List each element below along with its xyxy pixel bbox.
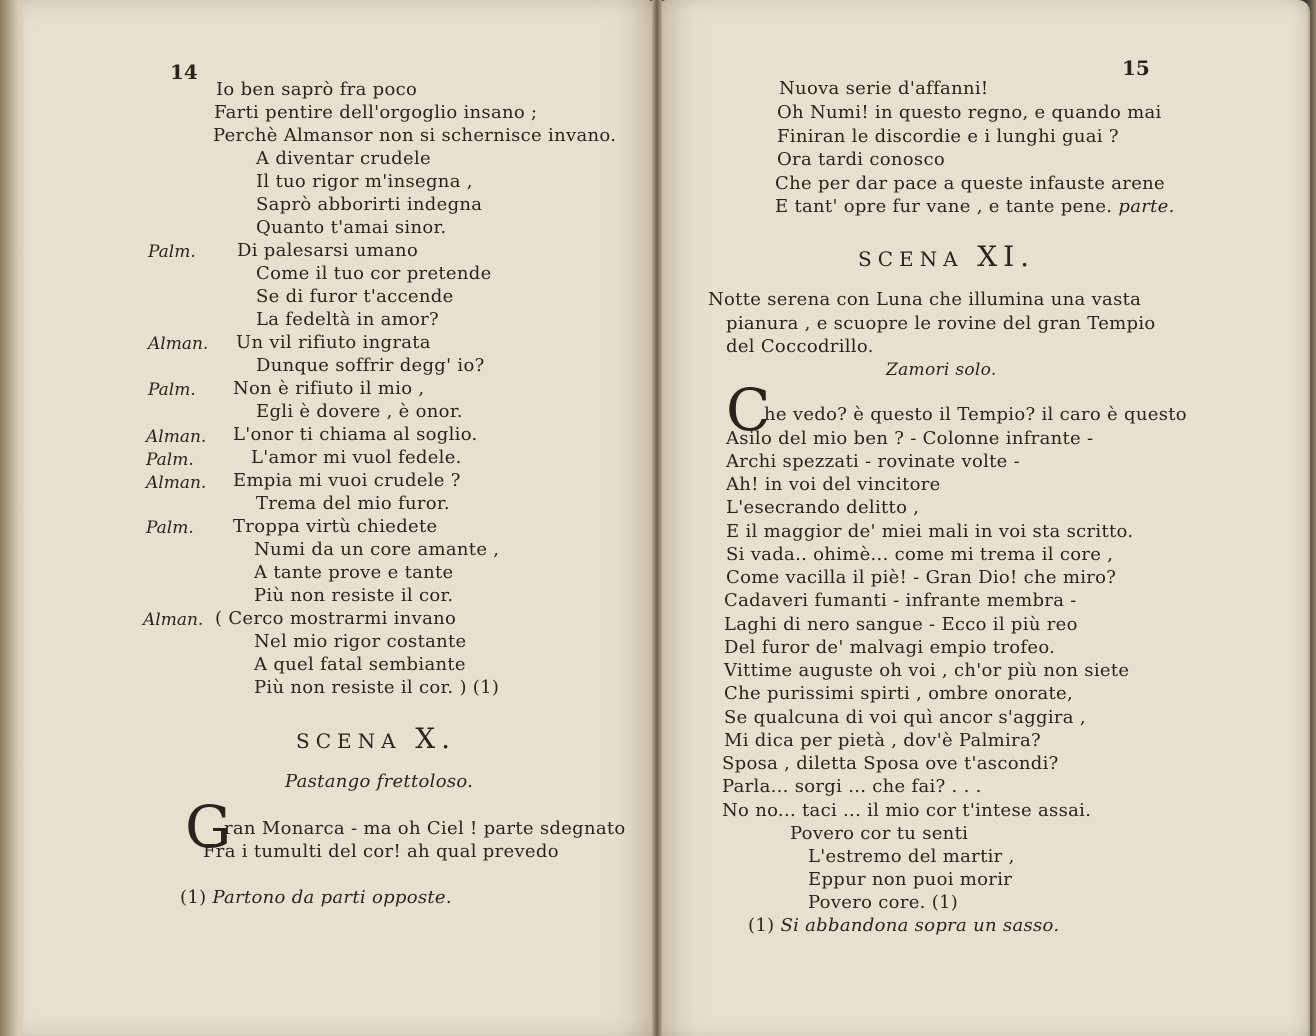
verse-line: A quel fatal sembiante: [254, 654, 466, 675]
verse-line: Che purissimi spirti , ombre onorate,: [724, 683, 1073, 704]
verse-line: Farti pentire dell'orgoglio insano ;: [214, 102, 538, 123]
speaker-label: Alman.: [143, 610, 204, 630]
verse-line: Vittime auguste oh voi , ch'or più non siete: [724, 660, 1130, 681]
verse-line: Il tuo rigor m'insegna ,: [256, 171, 473, 192]
verse-line: Dunque soffrir degg' io?: [256, 355, 485, 376]
verse-line: Se di furor t'accende: [256, 286, 454, 307]
verse-line: Empia mi vuoi crudele ?: [233, 470, 461, 491]
verse-line: E il maggior de' miei mali in voi sta scritto.: [726, 521, 1134, 542]
footnote-text: Partono da parti opposte.: [212, 887, 452, 908]
verse-line: ran Monarca - ma oh Ciel ! parte sdegnato: [224, 818, 626, 839]
verse-line: Si vada.. ohimè... come mi trema il core ,: [726, 544, 1114, 565]
verse-line: Trema del mio furor.: [256, 493, 450, 514]
drop-cap: C: [726, 376, 771, 444]
footnote-mark: (1): [180, 887, 207, 908]
verse-text: E tant' opre fur vane , e tante pene.: [775, 196, 1113, 217]
verse-line: Nel mio rigor costante: [254, 631, 467, 652]
right-page-number: 15: [1122, 56, 1150, 80]
verse-line: La fedeltà in amor?: [256, 309, 440, 330]
verse-line: ( Cerco mostrarmi invano: [215, 608, 457, 629]
verse-line: L'amor mi vuol fedele.: [251, 447, 462, 468]
stage-setting-line: Notte serena con Luna che illumina una vasta: [708, 289, 1142, 310]
left-book-edge: [0, 0, 26, 1036]
verse-line: Eppur non puoi morir: [808, 869, 1013, 890]
verse-line: Più non resiste il cor. ) (1): [254, 677, 500, 698]
scene-heading: [858, 240, 1035, 273]
scene-heading-word: SCENA: [858, 247, 964, 271]
verse-line: A diventar crudele: [256, 148, 431, 169]
verse-line: Archi spezzati - rovinate volte -: [726, 451, 1021, 472]
scene-heading: [296, 722, 456, 755]
verse-line: Quanto t'amai sinor.: [256, 217, 447, 238]
verse-line: [775, 196, 1175, 218]
stage-direction: Pastango frettoloso.: [285, 771, 474, 792]
footnote-mark: (1): [748, 915, 775, 936]
verse-line: Mi dica per pietà , dov'è Palmira?: [724, 730, 1041, 751]
verse-line: A tante prove e tante: [254, 562, 454, 583]
footnote-text: Si abbandona sopra un sasso.: [780, 915, 1060, 936]
scene-heading-number: X.: [415, 722, 457, 755]
footnote: [180, 887, 452, 909]
verse-line: Che per dar pace a queste infauste arene: [775, 173, 1166, 194]
verse-line: No no... taci ... il mio cor t'intese assai.: [722, 800, 1092, 821]
verse-line: Cadaveri fumanti - infrante membra -: [724, 590, 1077, 611]
speaker-label: Palm.: [148, 242, 196, 262]
scene-heading-number: XI.: [977, 240, 1036, 273]
verse-line: L'estremo del martir ,: [808, 846, 1015, 867]
verse-line: Troppa virtù chiedete: [233, 516, 438, 537]
verse-line: Un vil rifiuto ingrata: [236, 332, 431, 353]
verse-line: Sposa , diletta Sposa ove t'ascondi?: [722, 753, 1059, 774]
verse-line: Oh Numi! in questo regno, e quando mai: [777, 102, 1162, 123]
speaker-label: Palm.: [148, 380, 196, 400]
right-book-edge: [1306, 0, 1316, 1036]
stage-setting-line: del Coccodrillo.: [726, 336, 874, 357]
verse-line: Laghi di nero sangue - Ecco il più reo: [724, 614, 1078, 635]
footnote: [748, 915, 1059, 937]
verse-line: L'esecrando delitto ,: [726, 497, 920, 518]
verse-line: Nuova serie d'affanni!: [779, 78, 989, 99]
scene-heading-word: SCENA: [296, 729, 402, 753]
verse-line: Povero cor tu senti: [790, 823, 969, 844]
speaker-label: Palm.: [146, 518, 194, 538]
verse-line: Fra i tumulti del cor! ah qual prevedo: [203, 841, 559, 862]
verse-line: Io ben saprò fra poco: [216, 79, 418, 100]
book-gutter: [652, 0, 662, 1036]
verse-line: Come il tuo cor pretende: [256, 263, 492, 284]
verse-line: Del furor de' malvagi empio trofeo.: [724, 637, 1056, 658]
left-page-number: 14: [170, 60, 198, 84]
verse-line: Più non resiste il cor.: [254, 585, 454, 606]
stage-setting-line: pianura , e scuopre le rovine del gran Tempio: [726, 313, 1156, 334]
verse-line: L'onor ti chiama al soglio.: [233, 424, 478, 445]
verse-line: Non è rifiuto il mio ,: [233, 378, 425, 399]
verse-line: Se qualcuna di voi quì ancor s'aggira ,: [724, 707, 1086, 728]
stage-direction: Zamori solo.: [886, 360, 997, 380]
verse-line: Asilo del mio ben ? - Colonne infrante -: [726, 428, 1094, 449]
verse-line: Saprò abborirti indegna: [256, 194, 483, 215]
verse-line: Di palesarsi umano: [237, 240, 419, 261]
speaker-label: Palm.: [146, 450, 194, 470]
verse-line: Finiran le discordie e i lunghi guai ?: [777, 126, 1119, 147]
speaker-label: Alman.: [148, 334, 209, 354]
verse-line: Parla... sorgi ... che fai? . . .: [722, 776, 982, 797]
verse-line: Povero core. (1): [808, 892, 959, 913]
verse-line: Ah! in voi del vincitore: [726, 474, 941, 495]
verse-line: Egli è dovere , è onor.: [256, 401, 463, 422]
speaker-label: Alman.: [146, 473, 207, 493]
speaker-label: Alman.: [146, 427, 207, 447]
verse-line: Numi da un core amante ,: [254, 539, 500, 560]
drop-cap: G: [185, 793, 232, 861]
verse-line: he vedo? è questo il Tempio? il caro è questo: [764, 404, 1187, 425]
verse-line: Come vacilla il piè! - Gran Dio! che miro?: [726, 567, 1117, 588]
exit-direction: parte.: [1118, 196, 1175, 217]
verse-line: Ora tardi conosco: [777, 149, 945, 170]
verse-line: Perchè Almansor non si schernisce invano.: [213, 125, 617, 146]
